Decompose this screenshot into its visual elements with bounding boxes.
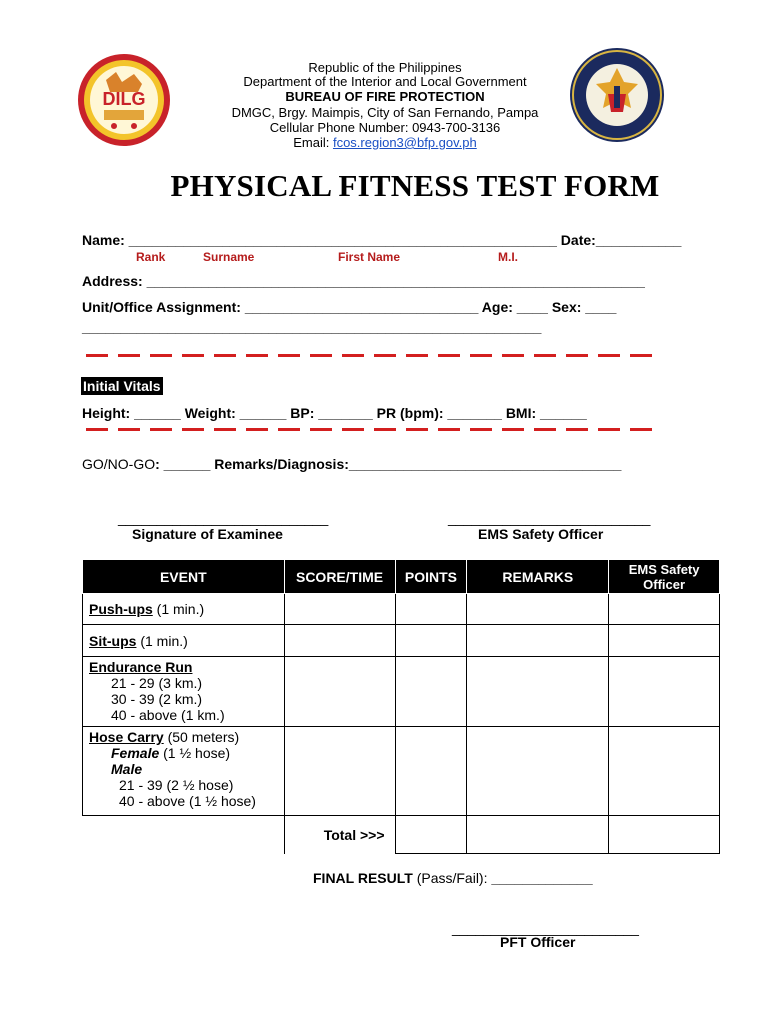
event-pushups [83,594,285,625]
run-score-cell[interactable] [284,657,395,727]
total-label: Total >>> [284,816,395,854]
pft-officer-line[interactable]: ________________________ [452,920,639,936]
total-points-cell[interactable] [395,816,467,854]
examinee-signature-label: Signature of Examinee [132,526,283,542]
final-result-paren: (Pass/Fail): [412,870,492,886]
run-age-2: 30 - 39 (2 km.) [111,691,203,707]
table-header-row [83,560,720,594]
gonogo-remarks-line: : ______ Remarks/Diagnosis:___________________________________ [155,456,622,472]
red-dashed-divider [86,428,656,431]
examinee-signature-line[interactable]: ___________________________ [118,510,329,526]
female-label: Female [111,745,160,761]
header-department: Department of the Interior and Local Government [243,74,527,89]
total-remarks-cell[interactable] [467,816,609,854]
dilg-logo [76,52,172,148]
sub-rank: Rank [136,250,166,264]
header-email-row [200,135,570,150]
ems-signature-label: EMS Safety Officer [478,526,604,542]
total-row [83,816,720,854]
pushups-points-cell[interactable] [395,594,467,625]
run-age-1: 21 - 29 (3 km.) [111,675,203,691]
hose-points-cell[interactable] [395,727,467,816]
hose-ems-cell[interactable] [609,727,720,816]
table-row [83,727,720,816]
event-situps [83,625,285,657]
situps-detail: (1 min.) [136,632,188,649]
male-age-2: 40 - above (1 ½ hose) [119,793,256,809]
female-detail: (1 ½ hose) [159,745,231,761]
vitals-line[interactable]: Height: ______ Weight: ______ BP: _______ PR (bpm): _______ BMI: ______ [82,405,587,421]
col-score-time: SCORE/TIME [284,560,395,594]
sub-surname: Surname [203,250,255,264]
run-ems-cell[interactable] [609,657,720,727]
header-address: DMGC, Brgy. Maimpis, City of San Fernando, Pampa [231,105,539,120]
page-title: PHYSICAL FITNESS TEST FORM [170,168,660,203]
pushups-name: Push-ups [89,601,153,617]
col-remarks: REMARKS [467,560,609,594]
pushups-score-cell[interactable] [284,594,395,625]
gonogo-label: GO/NO-GO [82,456,156,472]
ems-signature-line[interactable]: __________________________ [448,510,651,526]
situps-remarks-cell[interactable] [467,625,609,657]
run-points-cell[interactable] [395,657,467,727]
table-row [83,657,720,727]
run-age-3: 40 - above (1 km.) [111,707,225,723]
hose-detail: (50 meters) [163,729,240,745]
female-row [89,745,278,761]
total-spacer [83,816,285,854]
event-endurance-run [83,657,285,727]
col-ems-officer: EMS Safety Officer [609,560,720,594]
fitness-events-table [82,559,720,854]
name-date-line[interactable]: Name: _______________________________________________________ Date:___________ [82,232,682,248]
hose-name: Hose Carry [89,729,164,745]
sub-mi: M.I. [498,250,518,264]
unit-age-sex-line[interactable]: Unit/Office Assignment: ______________________________ Age: ____ Sex: ____ [82,299,617,315]
run-name: Endurance Run [89,659,193,675]
pushups-remarks-cell[interactable] [467,594,609,625]
pushups-ems-cell[interactable] [609,594,720,625]
col-event: EVENT [83,560,285,594]
final-result-label: FINAL RESULT [313,870,413,886]
situps-points-cell[interactable] [395,625,467,657]
address-line[interactable]: Address: ________________________________________________________________ [82,273,645,289]
male-label: Male [111,761,143,777]
sub-first-name: First Name [338,250,401,264]
pushups-detail: (1 min.) [152,601,205,617]
col-points: POINTS [395,560,467,594]
header-phone: Cellular Phone Number: 0943-700-3136 [269,120,501,135]
header-email-link[interactable]: fcos.region3@bfp.gov.ph [332,135,477,150]
header-bureau: BUREAU OF FIRE PROTECTION [285,89,485,104]
hose-remarks-cell[interactable] [467,727,609,816]
table-row [83,594,720,625]
dilg-logo-text: DILG [102,89,146,109]
header-republic: Republic of the Philippines [308,60,462,75]
gonogo-row[interactable] [82,456,621,472]
bfp-seal [568,46,666,144]
red-dashed-divider [86,354,656,357]
header-email-label: Email: [293,135,333,150]
pft-officer-label: PFT Officer [500,934,576,950]
hose-score-cell[interactable] [284,727,395,816]
total-ems-cell[interactable] [609,816,720,854]
unit-continuation-line[interactable]: ___________________________________________________________ [82,319,542,335]
final-result-blank: _____________ [491,870,593,886]
initial-vitals-text: Initial Vitals [83,378,161,394]
final-result-row[interactable] [313,870,593,886]
initial-vitals-label [81,378,163,396]
run-remarks-cell[interactable] [467,657,609,727]
event-hose-carry [83,727,285,816]
male-age-1: 21 - 39 (2 ½ hose) [119,777,234,793]
table-row [83,625,720,657]
situps-name: Sit-ups [89,632,137,649]
situps-score-cell[interactable] [284,625,395,657]
situps-ems-cell[interactable] [609,625,720,657]
